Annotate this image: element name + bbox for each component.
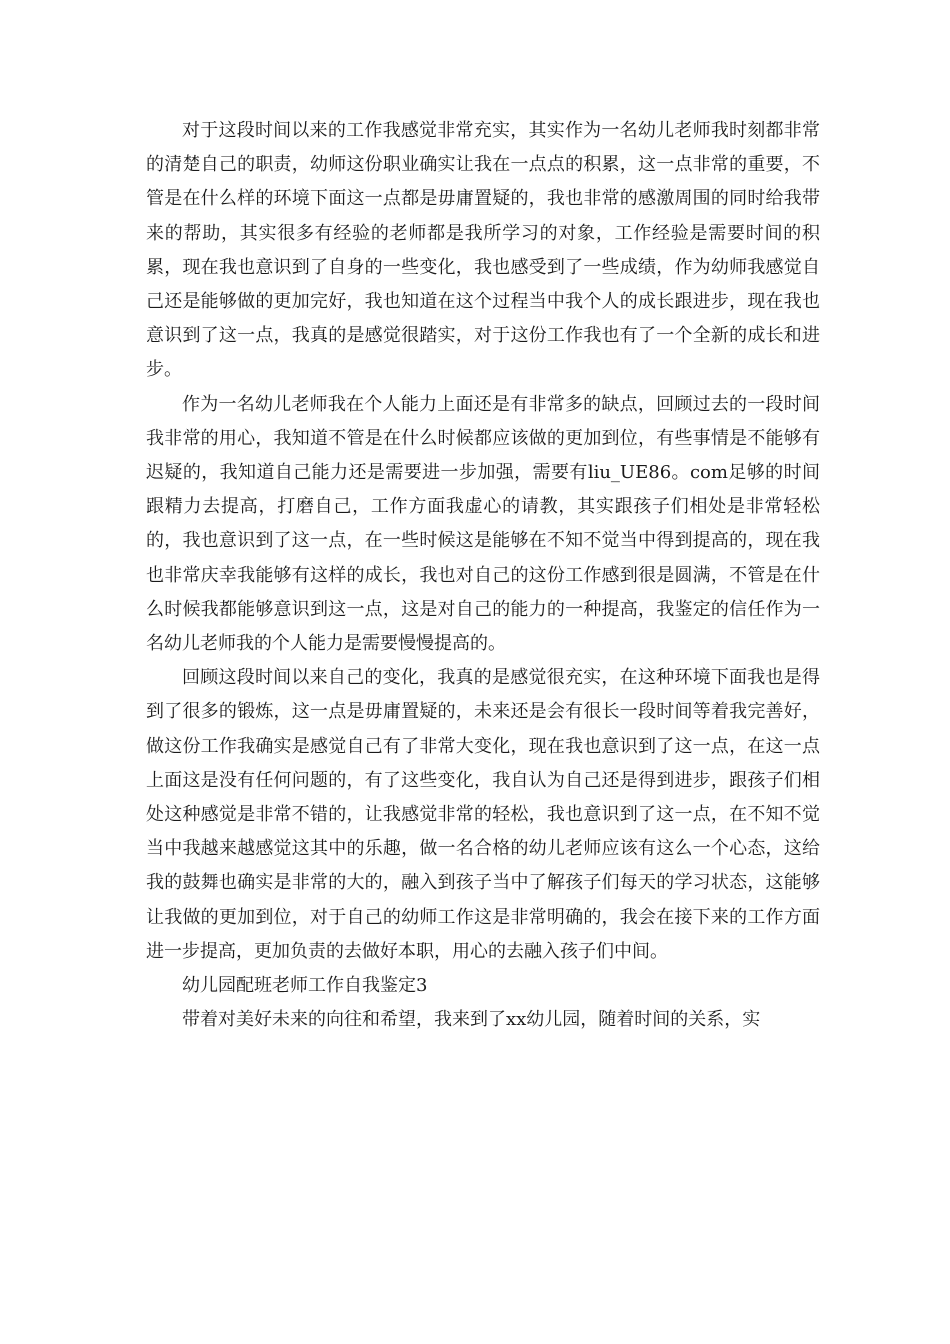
paragraph-3: 回顾这段时间以来自己的变化，我真的是感觉很充实，在这种环境下面我也是得到了很多的锻炼，这一点是毋庸置疑的，未来还是会有很长一段时间等着我完善好，做这份工作我确实是感觉自己有了非常大变化，现在我也意识到了这一点，在这一点上面这是没有任何问题的，有了这些变化，我自认为自己还是得到进步，跟孩子们相处这种感觉是非常不错的，让我感觉非常的轻松，我也意识到了这一点，在不知不觉当中我越来越感觉这其中的乐趣，做一名合格的幼儿老师应该有这么一个心态，这给我的鼓舞也确实是非常的大的，融入到孩子当中了解孩子们每天的学习状态，这能够让我做的更加到位，对于自己的幼师工作这是非常明确的，我会在接下来的工作方面进一步提高，更加负责的去做好本职，用心的去融入孩子们中间。	[146, 667, 820, 962]
paragraph-2: 作为一名幼儿老师我在个人能力上面还是有非常多的缺点，回顾过去的一段时间我非常的用心，我知道不管是在什么时候都应该做的更加到位，有些事情是不能够有迟疑的，我知道自己能力还是需要进一步加强，需要有liu_UE86。com足够的时间跟精力去提高，打磨自己，工作方面我虚心的请教，其实跟孩子们相处是非常轻松的，我也意识到了这一点，在一些时候这是能够在不知不觉当中得到提高的，现在我也非常庆幸我能够有这样的成长，我也对自己的这份工作感到很是圆满，不管是在什么时候我都能够意识到这一点，这是对自己的能力的一种提高，我鉴定的信任作为一名幼儿老师我的个人能力是需要慢慢提高的。	[146, 393, 820, 655]
paragraph-1: 对于这段时间以来的工作我感觉非常充实，其实作为一名幼儿老师我时刻都非常的清楚自己的职责，幼师这份职业确实让我在一点点的积累，这一点非常的重要，不管是在什么样的环境下面这一点都是毋庸置疑的，我也非常的感激周围的同时给我带来的帮助，其实很多有经验的老师都是我所学习的对象，工作经验是需要时间的积累，现在我也意识到了自身的一些变化，我也感受到了一些成绩，作为幼师我感觉自己还是能够做的更加完好，我也知道在这个过程当中我个人的成长跟进步，现在我也意识到了这一点，我真的是感觉很踏实，对于这份工作我也有了一个全新的成长和进步。	[146, 120, 820, 381]
paragraph-4: 带着对美好未来的向往和希望，我来到了xx幼儿园，随着时间的关系，实	[182, 1009, 761, 1031]
section-subtitle: 幼儿园配班老师工作自我鉴定3	[182, 975, 428, 997]
document-body	[146, 114, 820, 1037]
